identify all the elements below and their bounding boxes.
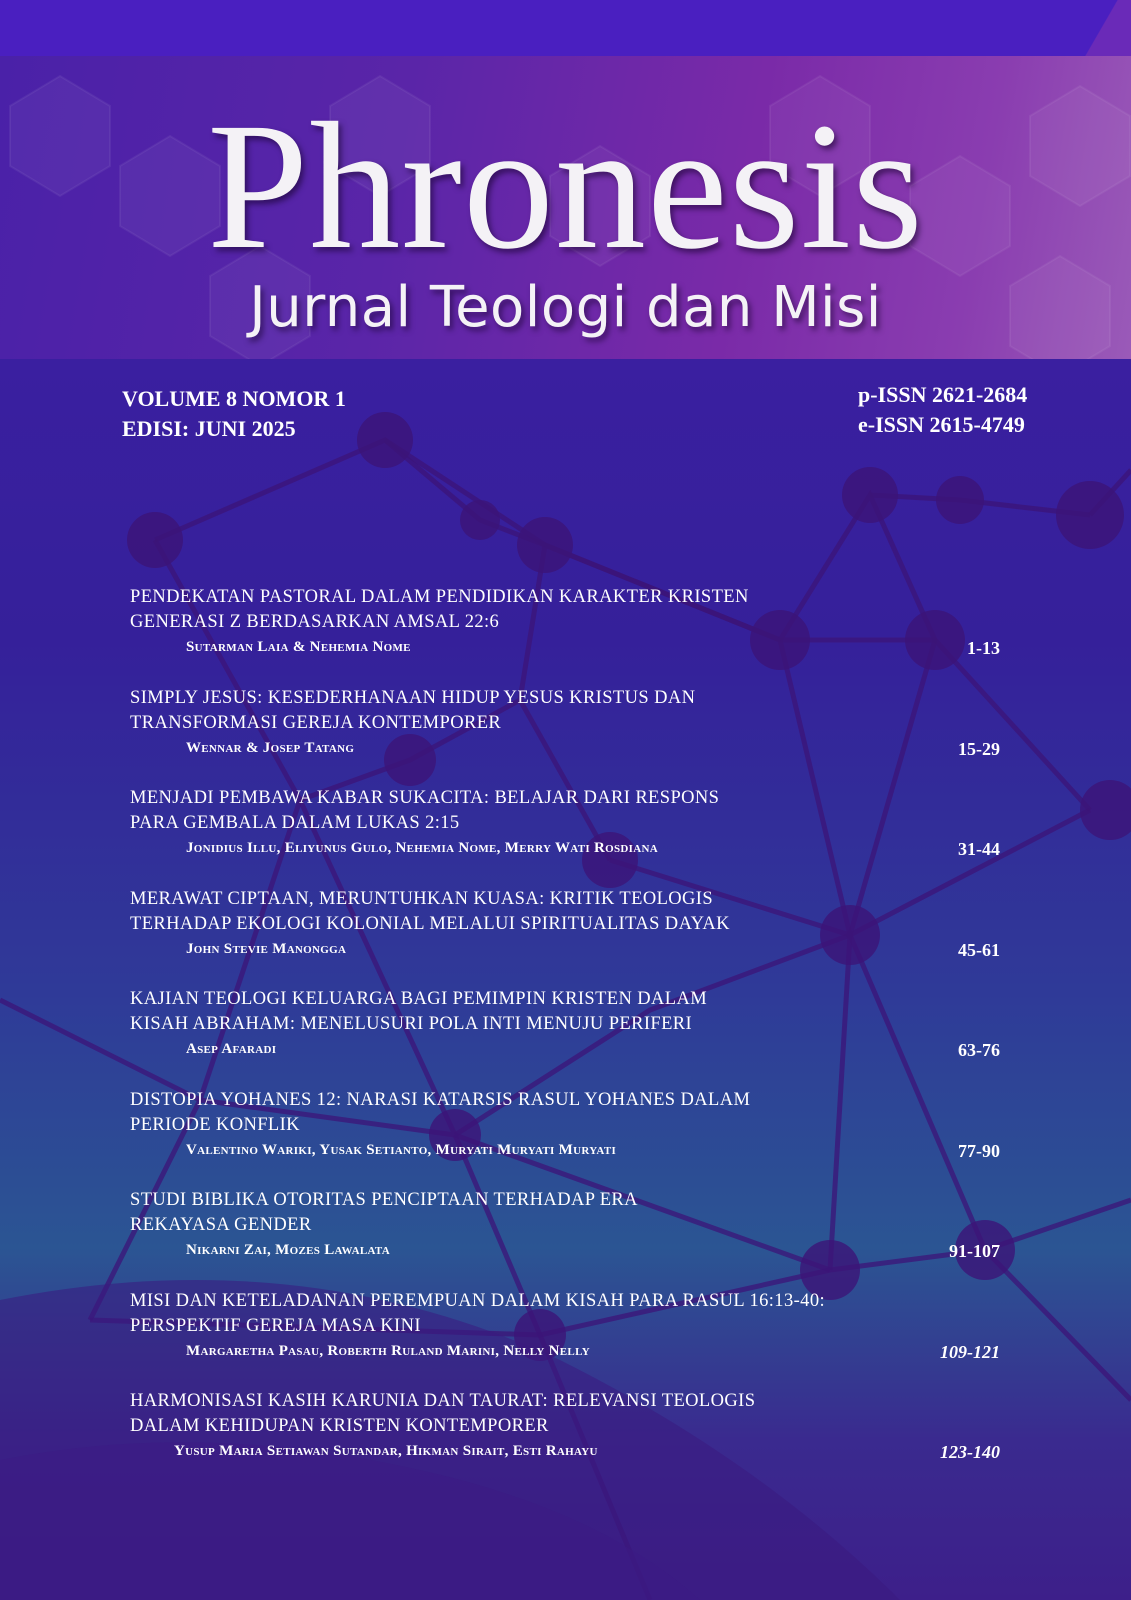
e-issn: e-ISSN 2615-4749: [858, 412, 1025, 437]
article-title-line-1: MISI DAN KETELADANAN PEREMPUAN DALAM KISAH PARA RASUL 16:13-40:: [130, 1290, 826, 1311]
article-pages: 15-29: [958, 738, 1000, 759]
table-of-contents: [130, 585, 1000, 1490]
issue-info: [122, 384, 346, 444]
article-authors: Jonidius Illu, Eliyunus Gulo, Nehemia Nome, Merry Wati Rosdiana: [186, 840, 658, 856]
article-authors: Wennar & Josep Tatang: [186, 739, 355, 756]
article-title-line-1: DISTOPIA YOHANES 12: NARASI KATARSIS RASUL YOHANES DALAM: [130, 1089, 751, 1110]
toc-entry: [130, 1389, 1000, 1490]
article-title-line-2: PARA GEMBALA DALAM LUKAS 2:15: [130, 813, 460, 833]
article-authors: Asep Afaradi: [186, 1041, 277, 1057]
article-pages: 77-90: [958, 1140, 1000, 1161]
toc-entry: [130, 887, 1000, 988]
toc-entry: [130, 987, 1000, 1088]
article-authors: John Stevie Manongga: [186, 940, 347, 957]
article-authors: Valentino Wariki, Yusak Setianto, Muryati Muryati Muryati: [186, 1141, 617, 1158]
article-pages: 63-76: [958, 1040, 1000, 1060]
p-issn: p-ISSN 2621-2684: [858, 382, 1028, 407]
volume-number: VOLUME 8 NOMOR 1: [122, 386, 346, 411]
issn-info: [858, 380, 1027, 440]
article-authors: Nikarni Zai, Mozes Lawalata: [186, 1242, 390, 1258]
article-pages: 45-61: [958, 939, 1000, 960]
toc-entry: [130, 1289, 1000, 1390]
article-pages: 31-44: [958, 839, 1000, 859]
article-pages: 123-140: [940, 1442, 1000, 1462]
article-title-line-2: TRANSFORMASI GEREJA KONTEMPORER: [130, 712, 502, 733]
article-title-line-1: MERAWAT CIPTAAN, MERUNTUHKAN KUASA: KRITIK TEOLOGIS: [130, 888, 714, 909]
toc-entry: [130, 786, 1000, 887]
journal-subtitle: Jurnal Teologi dan Misi: [249, 275, 882, 340]
article-pages: 1-13: [967, 638, 1000, 658]
toc-entry: [130, 1088, 1000, 1189]
article-title-line-1: PENDEKATAN PASTORAL DALAM PENDIDIKAN KARAKTER KRISTEN: [130, 587, 749, 607]
article-title-line-2: TERHADAP EKOLOGI KOLONIAL MELALUI SPIRITUALITAS DAYAK: [130, 913, 730, 934]
article-authors: Margaretha Pasau, Roberth Ruland Marini, Nelly Nelly: [186, 1342, 590, 1359]
article-title-line-2: DALAM KEHIDUPAN KRISTEN KONTEMPORER: [130, 1416, 549, 1436]
edition-date: EDISI: JUNI 2025: [122, 416, 296, 441]
article-title-line-2: PERIODE KONFLIK: [130, 1114, 300, 1135]
toc-entry: [130, 686, 1000, 787]
article-title-line-2: GENERASI Z BERDASARKAN AMSAL 22:6: [130, 612, 500, 632]
article-title-line-1: MENJADI PEMBAWA KABAR SUKACITA: BELAJAR DARI RESPONS: [130, 788, 720, 808]
article-title-line-2: REKAYASA GENDER: [130, 1215, 312, 1235]
journal-title: Phronesis: [207, 86, 924, 287]
article-title-line-1: HARMONISASI KASIH KARUNIA DAN TAURAT: RELEVANSI TEOLOGIS: [130, 1391, 756, 1411]
toc-entry: [130, 585, 1000, 686]
article-authors: Sutarman Laia & Nehemia Nome: [186, 639, 411, 655]
article-title-line-1: KAJIAN TEOLOGI KELUARGA BAGI PEMIMPIN KRISTEN DALAM: [130, 989, 708, 1009]
article-authors: Yusup Maria Setiawan Sutandar, Hikman Sirait, Esti Rahayu: [174, 1443, 598, 1459]
article-pages: 91-107: [949, 1241, 1000, 1261]
article-pages: 109-121: [940, 1341, 1000, 1362]
article-title-line-1: STUDI BIBLIKA OTORITAS PENCIPTAAN TERHADAP ERA: [130, 1190, 638, 1210]
article-title-line-2: KISAH ABRAHAM: MENELUSURI POLA INTI MENUJU PERIFERI: [130, 1014, 693, 1034]
toc-entry: [130, 1188, 1000, 1289]
article-title-line-1: SIMPLY JESUS: KESEDERHANAAN HIDUP YESUS KRISTUS DAN: [130, 687, 696, 708]
article-title-line-2: PERSPEKTIF GEREJA MASA KINI: [130, 1315, 421, 1336]
